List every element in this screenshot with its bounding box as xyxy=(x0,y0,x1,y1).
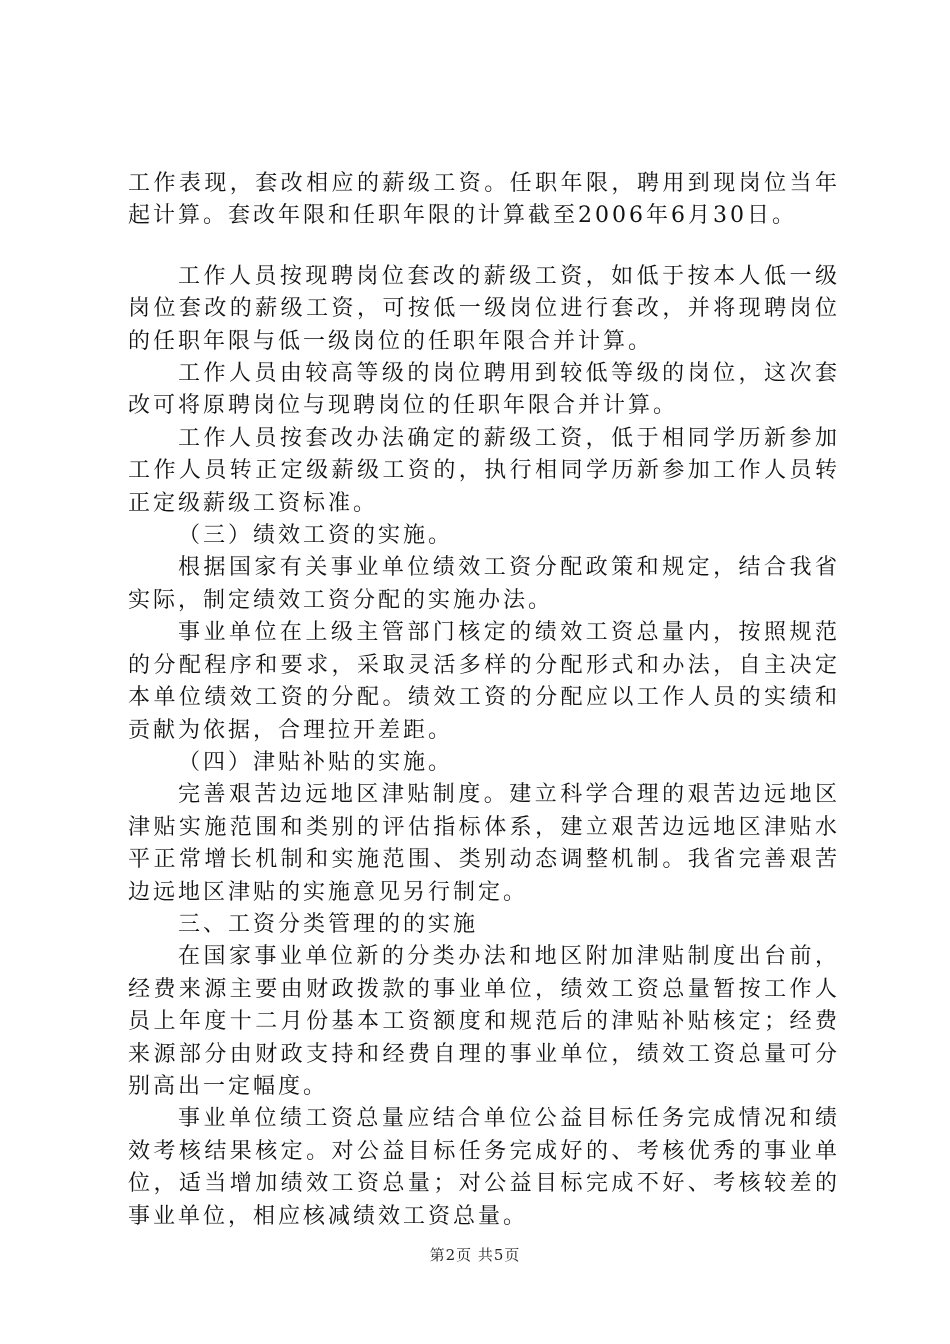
section-heading: 三、工资分类管理的的实施 xyxy=(178,911,479,937)
page-number-footer: 第2页 共5页 xyxy=(429,1246,521,1264)
paragraph: 事业单位绩工资总量应结合单位公益目标任务完成情况和绩效考核结果核定。对公益目标任务完成好的、考核优秀的事业单位，适当增加绩效工资总量；对公益目标完成不好、考核较差的事业单位，相应核减绩效工资总量。 xyxy=(128,1106,840,1229)
paragraph: 工作人员按现聘岗位套改的薪级工资，如低于按本人低一级岗位套改的薪级工资，可按低一级岗位进行套改，并将现聘岗位的任职年限与低一级岗位的任职年限合并计算。 xyxy=(128,263,840,354)
paragraph: 事业单位在上级主管部门核定的绩效工资总量内，按照规范的分配程序和要求，采取灵活多样的分配形式和办法，自主决定本单位绩效工资的分配。绩效工资的分配应以工作人员的实绩和贡献为依据，合理拉开差距。 xyxy=(128,620,840,743)
document-body xyxy=(128,168,840,1233)
section-heading: （三）绩效工资的实施。 xyxy=(178,523,454,549)
paragraph: 工作表现，套改相应的薪级工资。任职年限，聘用到现岗位当年起计算。套改年限和任职年限的计算截至2006年6月30日。 xyxy=(128,171,840,229)
section-heading: （四）津贴补贴的实施。 xyxy=(178,749,454,775)
paragraph: 工作人员由较高等级的岗位聘用到较低等级的岗位，这次套改可将原聘岗位与现聘岗位的任职年限合并计算。 xyxy=(128,361,840,419)
paragraph: 根据国家有关事业单位绩效工资分配政策和规定，结合我省实际，制定绩效工资分配的实施办法。 xyxy=(128,555,840,613)
paragraph: 完善艰苦边远地区津贴制度。建立科学合理的艰苦边远地区津贴实施范围和类别的评估指标体系，建立艰苦边远地区津贴水平正常增长机制和实施范围、类别动态调整机制。我省完善艰苦边远地区津贴的实施意见另行制定。 xyxy=(128,782,840,905)
paragraph: 在国家事业单位新的分类办法和地区附加津贴制度出台前，经费来源主要由财政拨款的事业单位，绩效工资总量暂按工作人员上年度十二月份基本工资额度和规范后的津贴补贴核定；经费来源部分由财政支持和经费自理的事业单位，绩效工资总量可分别高出一定幅度。 xyxy=(128,944,840,1099)
paragraph: 工作人员按套改办法确定的薪级工资，低于相同学历新参加工作人员转正定级薪级工资的，执行相同学历新参加工作人员转正定级薪级工资标准。 xyxy=(128,425,840,516)
